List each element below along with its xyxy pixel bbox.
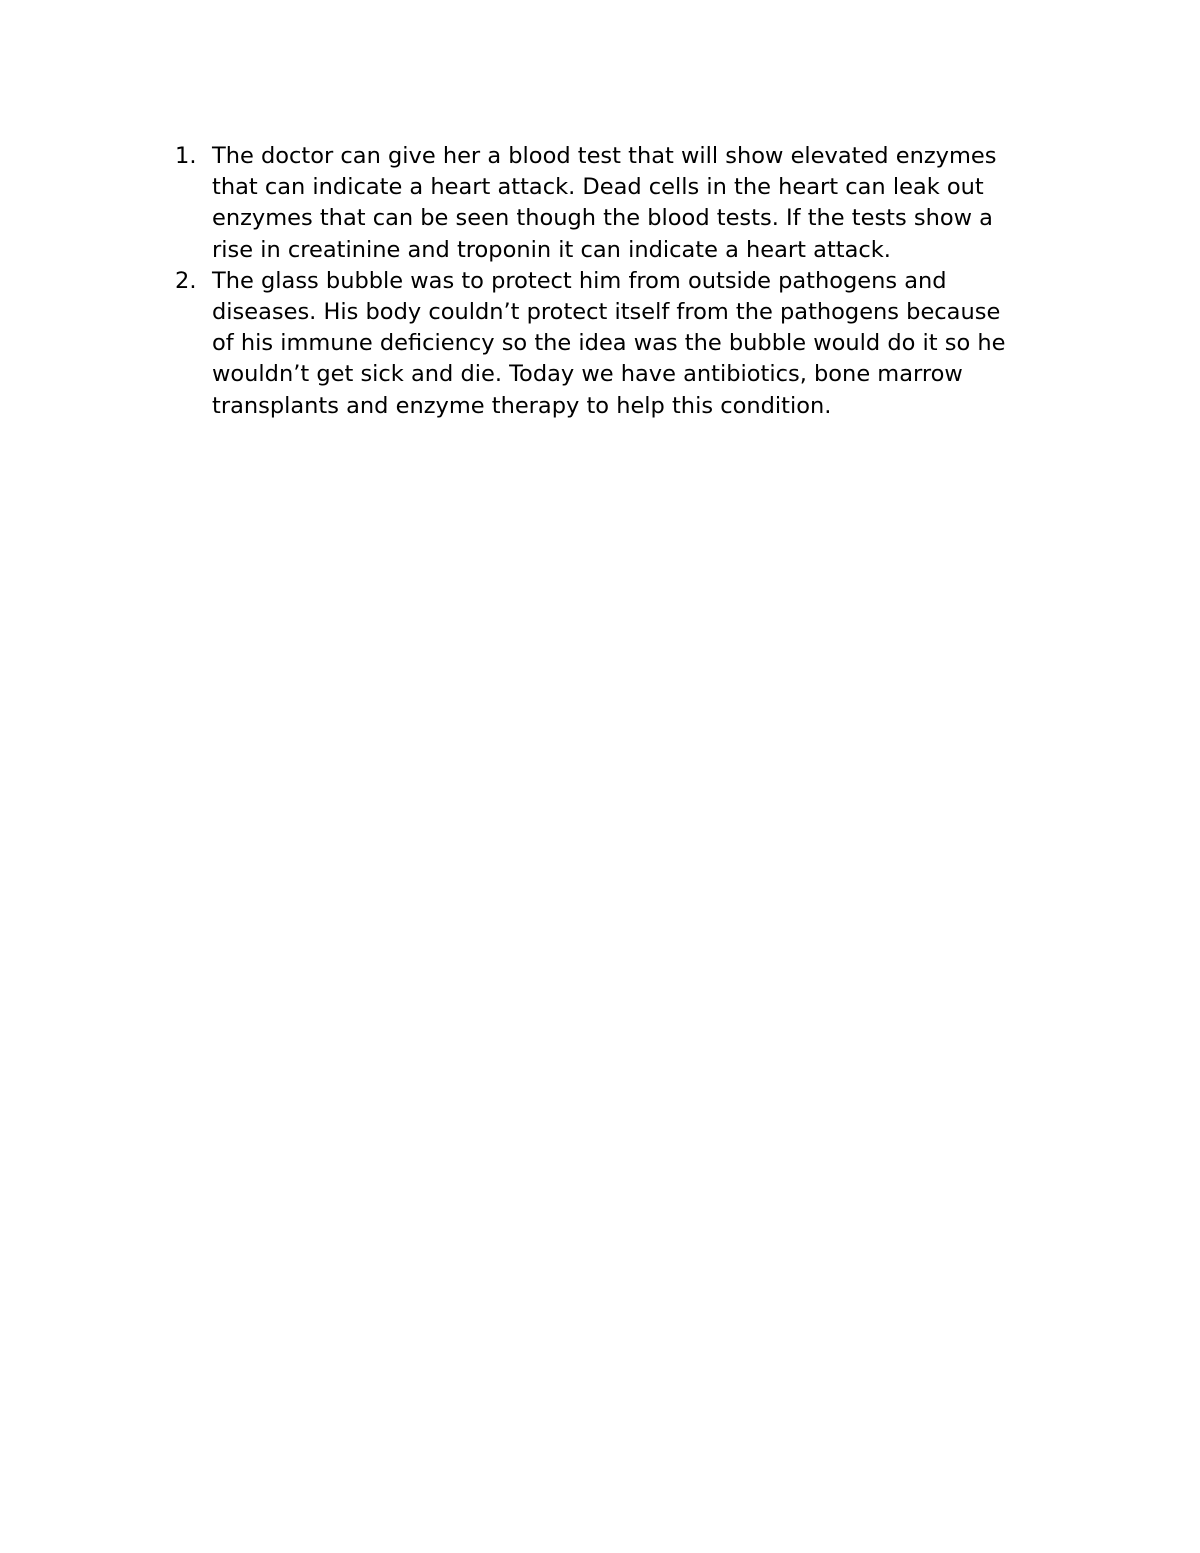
item-number: 1. [175, 143, 197, 169]
text-line: rise in creatinine and troponin it can indicate a heart attack. [212, 236, 891, 263]
answer-list [168, 141, 1068, 422]
text-line: The glass bubble was to protect him from outside pathogens and [212, 267, 947, 294]
item-number: 2. [175, 267, 197, 294]
list-item [168, 266, 1068, 422]
text-line: enzymes that can be seen though the blood tests. If the tests show a [212, 205, 993, 232]
text-line: of his immune deficiency so the idea was the bubble would do it so he [212, 330, 1006, 357]
text-line: that can indicate a heart attack. Dead cells in the heart can leak out [212, 174, 984, 201]
list-item [168, 141, 1068, 266]
text-line: wouldn’t get sick and die. Today we have antibiotics, bone marrow [212, 361, 963, 388]
item-text [212, 266, 1052, 422]
text-line: The doctor can give her a blood test that will show elevated enzymes [212, 143, 997, 169]
text-line: transplants and enzyme therapy to help this condition. [212, 392, 832, 419]
text-line: diseases. His body couldn’t protect itself from the pathogens because [212, 299, 1001, 326]
item-text [212, 141, 1052, 266]
